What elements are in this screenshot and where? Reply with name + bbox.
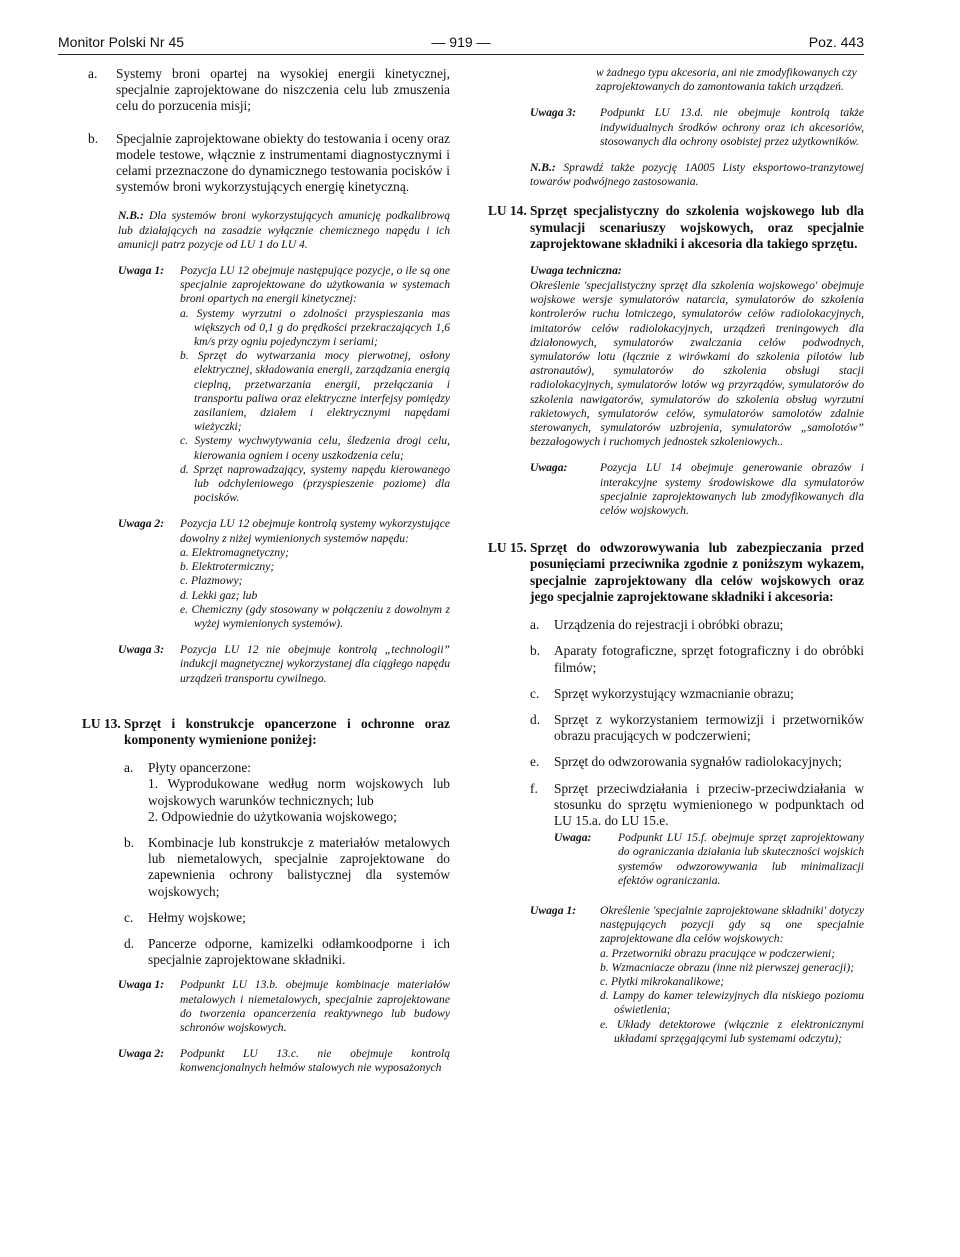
note-text: Pozycja LU 14 obejmuje generowanie obrazów i interakcyjne systemy środowiskowe dla symulatorów specjalnie zaprojektowanych lub zmodyfikowanych dla celów wojskowych. <box>600 461 864 518</box>
note-subitem: d. Sprzęt naprowadzający, systemy napędu kierowanego lub odchyleniowego (przyspieszenie poziome) dla pocisków. <box>180 462 450 505</box>
item-number: c. <box>530 685 540 701</box>
subitem-text: 2. Odpowiednie do użytkowania wojskowego; <box>148 808 397 824</box>
item-number: f. <box>530 780 538 796</box>
note-text: Podpunkt LU 15.f. obejmuje sprzęt zaprojektowany do ograniczania działania lub skuteczności wojskich systemów odwzorowywania lub minimalizacji efektów ograniczania. <box>618 831 864 887</box>
item-text: Sprzęt przeciwdziałania i przeciw-przeciwdziałania w stosunku do sprzętu wymienionego w podpunktach od LU 15.a. do LU 15.e. <box>554 780 864 828</box>
position-number: Poz. 443 <box>808 34 864 50</box>
note-subitem: e. Chemiczny (gdy stosowany w połączeniu z dowolnym z wyżej wymienionych systemów). <box>180 602 450 630</box>
nb-text: Dla systemów broni wykorzystujących amunicję podkalibrową lub działających na zasadzie wyłącznie chemicznego napędu i ich amunicji patrz pozycje od LU 1 do LU 4. <box>118 209 450 251</box>
lu-code: LU 15. <box>488 540 527 556</box>
note-subitem: a. Systemy wyrzutni o zdolności przyspieszania mas większych od 0,1 g do prędkości przekraczających 1,6 km/s przy ogniu pojedynczym i seriami; <box>180 306 450 349</box>
header-rule <box>58 54 864 55</box>
item-text: Systemy broni opartej na wysokiej energii kinetycznej, specjalnie zaprojektowane do niszczenia celu lub zmuszenia celu do porzucenia misji; <box>116 66 450 114</box>
list-item <box>488 781 864 830</box>
item-number: a. <box>124 760 134 776</box>
note-2 <box>84 517 450 631</box>
journal-title: Monitor Polski Nr 45 <box>58 34 185 50</box>
note-subitem: c. Płytki mikrokanalikowe; <box>600 974 725 988</box>
lu15-heading <box>488 540 864 605</box>
left-column <box>82 66 450 1088</box>
list-item <box>82 936 450 968</box>
item-number: b. <box>530 643 541 659</box>
page-header <box>58 30 864 60</box>
list-item <box>488 712 864 744</box>
lu-code: LU 14. <box>488 203 527 219</box>
item-text: Sprzęt do odwzorowania sygnałów radiolokacyjnych; <box>554 754 842 770</box>
lu15-note-1 <box>488 904 864 1046</box>
nb-label: N.B.: <box>530 161 556 175</box>
item-text: Urządzenia do rejestracji i obróbki obrazu; <box>554 617 784 633</box>
note-label: Uwaga 2: <box>118 517 165 531</box>
note-text: Pozycja LU 12 obejmuje kontrolą systemy wykorzystujące dowolny z niżej wymienionych systemów napędu: <box>180 517 450 545</box>
page-number: — 919 — <box>431 34 491 50</box>
right-column <box>488 66 864 1058</box>
item-number: e. <box>530 754 540 770</box>
list-item <box>82 760 450 825</box>
note-subitem: b. Elektrotermiczny; <box>180 560 275 574</box>
technical-note-text: Określenie 'specjalistyczny sprzęt dla szkolenia wojskowego' obejmuje wojskowe wersje symulatorów natarcia, symulatorów do szkolenia kontrolerów ruchu lotniczego, symulatorów celów radiolokacyjnych, imitatorów celów radiolokacyjnych, urządzeń treningowych dla działonowych, symulatorów zwalczania celów podwodnych, symulatorów lotu (łącznie z wirówkami do szkolenia pilotów lub astronautów), symulatorów do szkolenia obsługi stacji radiolokacyjnych, symulatorów lotów wg przyrządów, symulatorów do szkolenia nawigatorów, symulatorów do szkolenia obsług wyrzutni rakietowych, symulatorów celów, symulatorów samolotów zdalnie sterowanych, symulatorów uzbrojenia, symulatorów „samolotów” bezzałogowych i ruchomych jednostek szkoleniowych.. <box>530 279 864 449</box>
note-1 <box>84 264 450 505</box>
lu13-note-2 <box>84 1047 450 1075</box>
lu-title: Sprzęt i konstrukcje opancerzone i ochronne oraz komponenty wymienione poniżej: <box>124 715 450 747</box>
item-text: Pancerze odporne, kamizelki odłamkoodporne i ich specjalnie zaprojektowane składniki. <box>148 935 450 968</box>
note-subitem: c. Plazmowy; <box>180 574 243 588</box>
list-item <box>82 910 450 926</box>
note-label: Uwaga: <box>554 831 592 845</box>
note-label: Uwaga 1: <box>118 978 165 992</box>
note-text: Podpunkt LU 13.b. obejmuje kombinacje materiałów metalowych i niemetalowych, specjalnie zaprojektowane do tworzenia opancerzenia reaktywnego lub budowy schronów wojskowych. <box>180 978 450 1034</box>
note-label: Uwaga 3: <box>118 643 165 657</box>
lu14-note <box>488 461 864 518</box>
item-text: Płyty opancerzone: <box>148 760 251 776</box>
nb-note <box>530 161 864 189</box>
nb-label: N.B.: <box>118 209 144 223</box>
list-item <box>58 131 450 196</box>
technical-note-label: Uwaga techniczna: <box>530 264 622 278</box>
lu13-note-3 <box>488 106 864 149</box>
item-number: c. <box>124 909 134 925</box>
note-subitem: b. Sprzęt do wytwarzania mocy pierwotnej, osłony elektrycznej, składowania energii, zarządzania energią cieplną, przetwarzania energii, przełączania i transportu paliwa oraz elektryczne interfejsy pomiędzy zasilaniem, działem i elektrycznymi napędami wieżyczki; <box>180 349 450 434</box>
item-text: Specjalnie zaprojektowane obiekty do testowania i oceny oraz modele testowe, włącznie z instrumentami diagnostycznymi i celami przeznaczone do dynamicznego testowania pocisków i systemów broni wykorzystujących energię kinetyczną. <box>116 130 450 195</box>
subitem-text: 1. Wyprodukowane według norm wojskowych lub wojskowych warunków technicznych; lub <box>148 776 450 808</box>
lu-title: Sprzęt specjalistyczny do szkolenia wojskowego lub dla symulacji scenariuszy wojskowych, oraz specjalnie zaprojektowane składniki i akcesoria dla takiego sprzętu. <box>530 203 864 251</box>
note-label: Uwaga 1: <box>118 264 165 278</box>
note-label: Uwaga: <box>530 461 568 475</box>
nb-text: Sprawdź także pozycję 1A005 Listy eksportowo-tranzytowej towarów podwójnego zastosowania. <box>530 161 864 189</box>
note-text: Podpunkt LU 13.c. nie obejmuje kontrolą konwencjonalnych hełmów stalowych nie wyposażonych <box>180 1047 450 1075</box>
note-label: Uwaga 3: <box>530 106 577 120</box>
list-item <box>82 835 450 900</box>
note-text: Pozycja LU 12 obejmuje następujące pozycje, o ile są one specjalnie zaprojektowane do użytkowania w systemach broni opartych na energii kinetycznej: <box>180 264 450 306</box>
note-label: Uwaga 2: <box>118 1047 165 1061</box>
item-text: Sprzęt wykorzystujący wzmacnianie obrazu; <box>554 685 794 701</box>
lu13-heading <box>82 716 450 748</box>
note-text: Pozycja LU 12 nie obejmuje kontrolą „technologii” indukcji magnetycznej wykorzystanej dla ciągłego napędu urządzeń transportu cywilnego. <box>180 643 450 685</box>
list-item <box>488 643 864 675</box>
note-subitem: e. Układy detektorowe (włącznie z elektronicznymi układami sprzęgającymi lub systemami odczytu); <box>600 1017 864 1045</box>
item-text: Kombinacje lub konstrukcje z materiałów metalowych lub niemetalowych, specjalnie zaprojektowane do zapewnienia ochrony balistycznej dla systemów wojskowych; <box>148 834 450 899</box>
note-subitem: c. Systemy wychwytywania celu, śledzenia drogi celu, kierowania ogniem i oceny uszkodzenia celu; <box>180 434 450 462</box>
lu-code: LU 13. <box>82 715 121 731</box>
lu14-heading <box>488 203 864 252</box>
note-text: Podpunkt LU 13.d. nie obejmuje kontrolą także indywidualnych środków ochrony oraz ich akcesoriów, stosowanych dla ochrony osobistej przez użytkowników. <box>600 106 864 148</box>
list-item <box>488 686 864 702</box>
note-subitem: d. Lampy do kamer telewizyjnych dla niskiego poziomu oświetlenia; <box>600 989 864 1017</box>
note-label: Uwaga 1: <box>530 903 577 917</box>
list-item <box>488 754 864 770</box>
continuation-text: w żadnego typu akcesoria, ani nie zmodyfikowanych czy zaprojektowanych do zamontowania takich urządzeń. <box>596 66 857 94</box>
item-number: b. <box>88 130 99 146</box>
item-number: a. <box>530 617 540 633</box>
item-number: b. <box>124 834 135 850</box>
lu15f-note <box>512 831 864 888</box>
item-text: Aparaty fotograficzne, sprzęt fotograficzny i do obróbki filmów; <box>554 643 864 675</box>
lu-title: Sprzęt do odwzorowywania lub zabezpieczania przed posunięciami przeciwnika zgodnie z poniższym wykazem, specjalnie zaprojektowany dla celów wojskowych oraz jego specjalnie zaprojektowane składniki i akcesoria: <box>530 540 864 604</box>
item-text: Hełmy wojskowe; <box>148 909 246 925</box>
item-number: d. <box>124 935 135 951</box>
note-3 <box>84 643 450 686</box>
list-item <box>58 66 450 115</box>
item-number: a. <box>88 66 98 81</box>
lu13-note-1 <box>84 978 450 1035</box>
note-text: Określenie 'specjalnie zaprojektowane składniki' dotyczy następujących pozycji gdy są one specjalnie zaprojektowane dla celów wojskowych: <box>600 903 864 946</box>
item-number: d. <box>530 711 541 727</box>
note-subitem: a. Przetworniki obrazu pracujące w podczerwieni; <box>600 946 836 960</box>
item-text: Sprzęt z wykorzystaniem termowizji i przetworników obrazu pracujących w podczerwieni; <box>554 711 864 744</box>
note-subitem: a. Elektromagnetyczny; <box>180 545 290 559</box>
note-subitem: d. Lekki gaz; lub <box>180 588 258 602</box>
nb-note <box>118 209 450 252</box>
note-subitem: b. Wzmacniacze obrazu (inne niż pierwszej generacji); <box>600 960 855 974</box>
list-item <box>488 617 864 633</box>
